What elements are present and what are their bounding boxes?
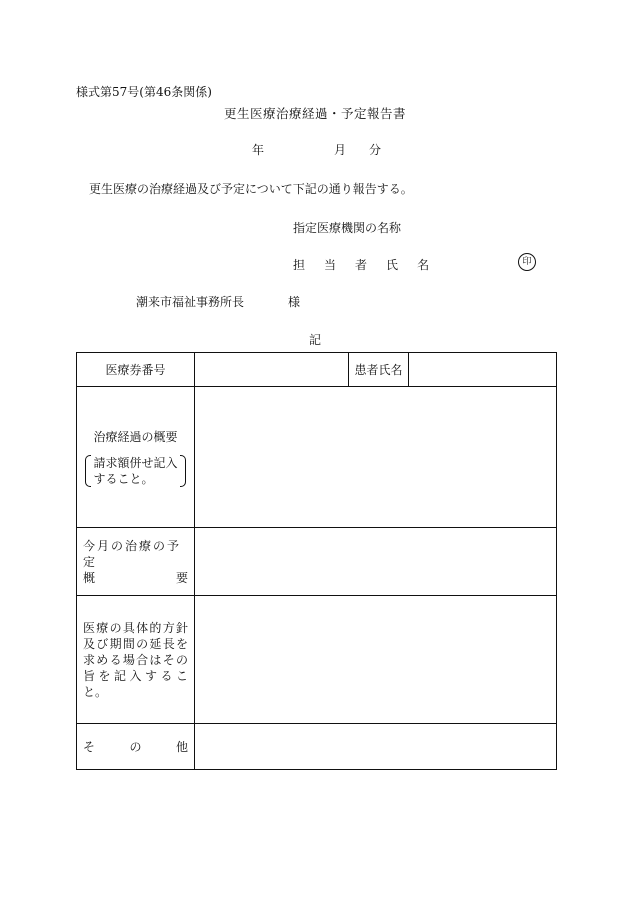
monthly-plan-field[interactable] <box>195 528 557 596</box>
intro-text: 更生医療の治療経過及び予定について下記の通り報告する。 <box>89 182 413 196</box>
other-char: の <box>129 740 142 754</box>
extension-label: 医療の具体的方針及び期間の延長を求める場合はその旨を記入すること。 <box>83 620 188 699</box>
treatment-summary-label: 治療経過の概要 <box>93 429 178 444</box>
person-label-char: 当 <box>324 258 337 272</box>
extension-field[interactable] <box>195 596 557 724</box>
table-row <box>77 724 557 770</box>
table-row <box>77 387 557 528</box>
monthly-plan-label <box>77 528 195 596</box>
ki-heading: 記 <box>308 333 321 347</box>
other-char: 他 <box>175 740 188 754</box>
report-table <box>76 352 557 770</box>
treatment-note-line: すること。 <box>93 471 154 486</box>
other-label-cell <box>77 724 195 770</box>
ticket-number-field[interactable] <box>195 353 349 387</box>
table-row <box>77 353 557 387</box>
other-field[interactable] <box>195 724 557 770</box>
treatment-summary-label-cell <box>77 387 195 528</box>
monthly-plan-line: 今月の治療の予定 <box>83 538 182 569</box>
institution-name-label: 指定医療機関の名称 <box>293 221 402 235</box>
person-in-charge-label <box>293 256 448 273</box>
patient-name-field[interactable] <box>409 353 557 387</box>
ticket-number-label: 医療券番号 <box>77 353 195 387</box>
treatment-note-line: 請求額併せ記入 <box>93 455 178 470</box>
extension-label-cell <box>77 596 195 724</box>
person-label-char: 者 <box>355 258 368 272</box>
other-label <box>77 738 194 755</box>
monthly-plan-line <box>83 570 188 586</box>
portion-label: 分 <box>369 143 382 157</box>
other-char: そ <box>83 740 96 754</box>
seal-mark: 印 <box>518 253 536 271</box>
table-row <box>77 596 557 724</box>
treatment-summary-field[interactable] <box>195 387 557 528</box>
person-label-char: 担 <box>293 258 306 272</box>
patient-name-label: 患者氏名 <box>349 353 409 387</box>
plan-char: 要 <box>175 570 188 585</box>
form-number: 様式第57号(第46条関係) <box>76 85 212 99</box>
document-title: 更生医療治療経過・予定報告書 <box>223 106 406 121</box>
year-label: 年 <box>252 143 265 157</box>
honorific: 様 <box>288 295 301 309</box>
plan-char: 概 <box>83 570 96 585</box>
person-label-char: 氏 <box>386 258 399 272</box>
treatment-note <box>85 455 185 487</box>
table-row <box>77 528 557 596</box>
addressee: 潮来市福祉事務所長 <box>136 295 245 309</box>
month-label: 月 <box>334 143 347 157</box>
person-label-char: 名 <box>417 258 430 272</box>
